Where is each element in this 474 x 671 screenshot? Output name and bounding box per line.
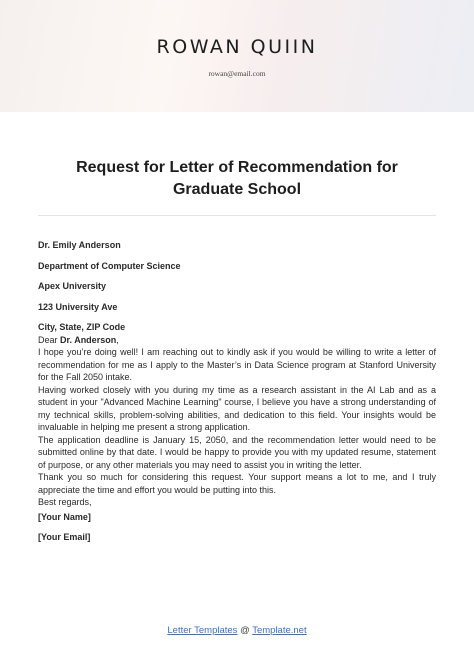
salutation-suffix: ,: [116, 334, 119, 345]
closing: Best regards,: [38, 497, 92, 507]
letter-templates-link[interactable]: Letter Templates: [167, 625, 238, 636]
page-title: Request for Letter of Recommendation for Graduate School: [76, 159, 398, 198]
recipient-department: Department of Computer Science: [38, 260, 181, 271]
salutation-prefix: Dear: [38, 334, 61, 345]
recipient-institution: Apex University: [38, 281, 107, 291]
sender-name: ROWAN QUIIN: [156, 36, 318, 58]
signature-email: [Your Email]: [38, 532, 91, 542]
paragraph-intro: I hope you’re doing well! I am reaching out to kindly ask if you would be willing to write a letter of recommendation for me as I apply to the Master’s in Data Science program at Stanford University for the Fall 2050 intake.: [38, 347, 436, 382]
paragraph-thanks: Thank you so much for considering this request. Your support means a lot to me, and I truly appreciate the time and effort you would be putting into this.: [38, 472, 436, 495]
recipient-street: 123 University Ave: [38, 301, 118, 312]
template-net-link[interactable]: Template.net: [252, 625, 307, 636]
sender-email: rowan@email.com: [208, 69, 266, 78]
salutation: [38, 334, 436, 347]
recipient-name: Dr. Emily Anderson: [38, 240, 121, 250]
signature-name: [Your Name]: [38, 511, 91, 522]
footer-separator: @: [237, 625, 253, 636]
letter-body: [38, 239, 436, 552]
letterhead: [0, 0, 474, 112]
paragraph-experience: Having worked closely with you during my time as a research assistant in the AI Lab and as a student in your "Advanced Machine Learning" course, I believe you have a strong understanding of my technical skills, problem-solving abilities, and dedication to this field. Your insights would be invaluable in helping me present a strong application.: [38, 384, 436, 432]
paragraph-deadline: The application deadline is January 15, 2050, and the recommendation letter would need to be submitted online by that date. I would be happy to provide you with my updated resume, statement of purpose, or any other materials you may need to assist you in writing the letter.: [38, 434, 436, 470]
footer: [0, 625, 474, 636]
salutation-name: Dr. Anderson: [60, 334, 117, 345]
recipient-city-state-zip: City, State, ZIP Code: [38, 322, 126, 332]
divider: [38, 215, 436, 216]
